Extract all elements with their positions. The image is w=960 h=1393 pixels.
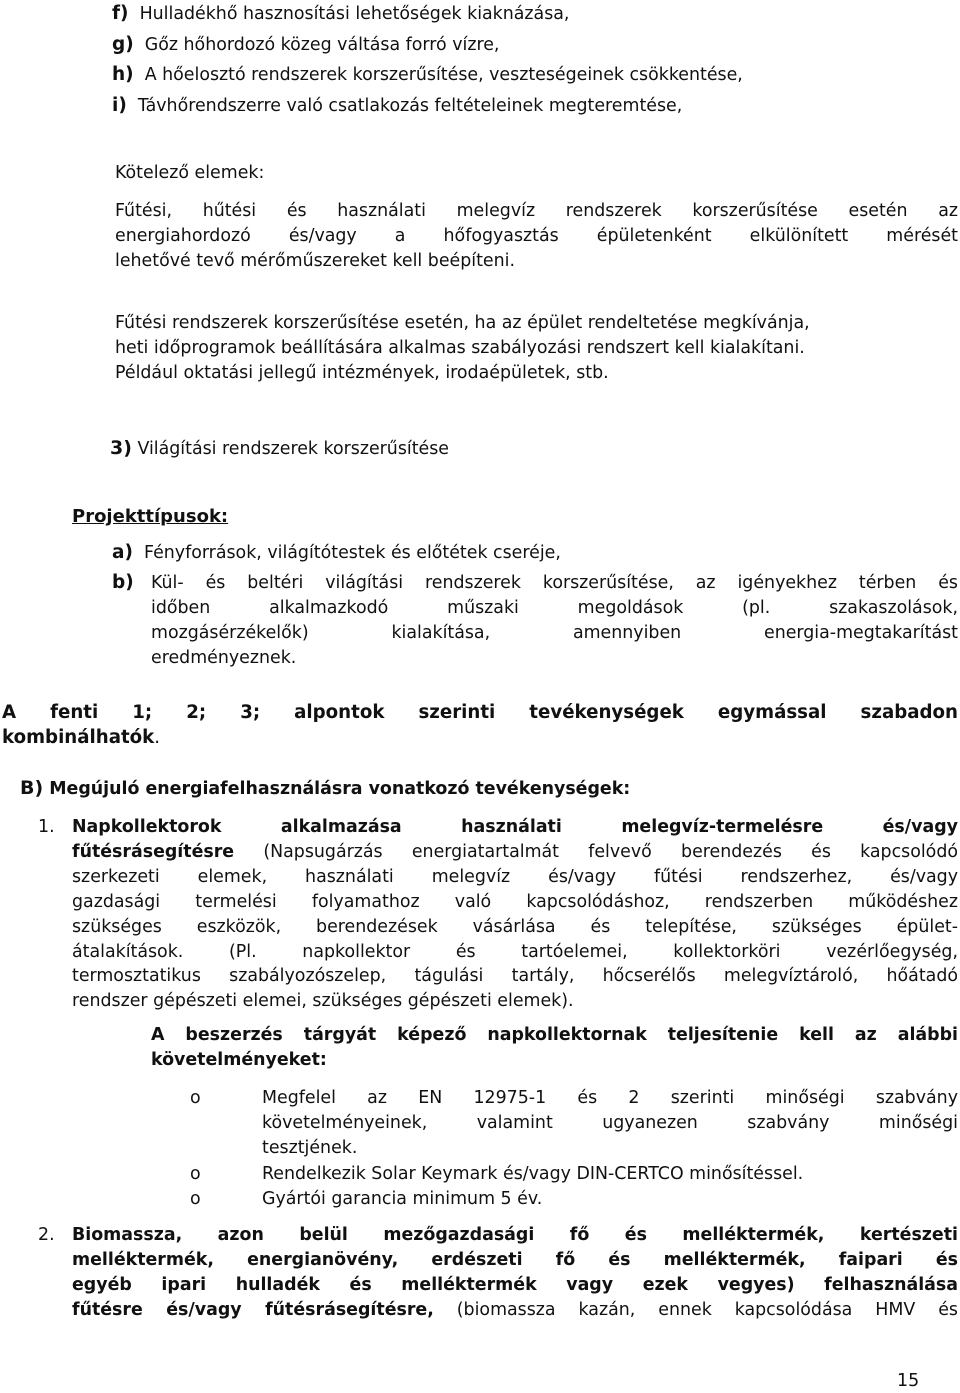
project-item-b-tag: b) bbox=[112, 572, 134, 593]
item-2-line4: fűtésre és/vagy fűtésrásegítésre, (biomassza kazán, ennek kapcsolódása HMV és bbox=[72, 1300, 958, 1320]
combine-note-line2: kombinálhatók. bbox=[2, 727, 161, 748]
requirement-heading-line2: követelményeket: bbox=[151, 1050, 327, 1070]
item-1-line3: szerkezeti elemek, használati melegvíz és/vagy fűtési rendszerhez, és/vagy bbox=[72, 867, 958, 887]
requirement-3: Gyártói garancia minimum 5 év. bbox=[262, 1189, 543, 1209]
mandatory-p2-line3: Például oktatási jellegű intézmények, irodaépületek, stb. bbox=[115, 363, 609, 383]
section-title: Világítási rendszerek korszerűsítése bbox=[137, 439, 449, 459]
item-1-line2: fűtésrásegítésre (Napsugárzás energiatartalmát felvevő berendezés és kapcsolódó bbox=[72, 842, 958, 862]
mandatory-p1-line2: energiahordozó és/vagy a hőfogyasztás épületenként elkülönített mérését bbox=[115, 226, 958, 246]
combine-note-line1: A fenti 1; 2; 3; alpontok szerinti tevékenységek egymással szabadon bbox=[2, 702, 958, 723]
item-2-number: 2. bbox=[38, 1225, 55, 1245]
page-number: 15 bbox=[897, 1371, 920, 1391]
item-tag: f) bbox=[112, 3, 129, 24]
section-3-heading bbox=[110, 436, 449, 461]
bullet-icon: o bbox=[190, 1088, 201, 1108]
project-item-b-line1: Kül- és beltéri világítási rendszerek korszerűsítése, az igényekhez térben és bbox=[151, 573, 958, 593]
section-title: Megújuló energiafelhasználásra vonatkozó tevékenységek: bbox=[49, 779, 631, 799]
item-1-line7: termosztatikus szabályozószelep, tágulási tartály, hőcserélős melegvíztároló, hőátadó bbox=[72, 966, 958, 986]
project-item-b-line4: eredményeznek. bbox=[151, 648, 297, 668]
item-text: Távhőrendszerre való csatlakozás feltételeinek megteremtése, bbox=[137, 96, 683, 116]
list-item-i bbox=[112, 94, 682, 118]
item-1-line6: átalakítások. (Pl. napkollektor és tartóelemei, kollektorköri vezérlőegység, bbox=[72, 942, 958, 962]
item-1-line1: Napkollektorok alkalmazása használati melegvíz-termelésre és/vagy bbox=[72, 817, 958, 837]
requirement-1-line3: tesztjének. bbox=[262, 1138, 358, 1158]
item-1-line8: rendszer gépészeti elemei, szükséges gépészeti elemek). bbox=[72, 991, 574, 1011]
requirement-2: Rendelkezik Solar Keymark és/vagy DIN-CERTCO minősítéssel. bbox=[262, 1164, 804, 1184]
mandatory-p1-line1: Fűtési, hűtési és használati melegvíz rendszerek korszerűsítése esetén az bbox=[115, 201, 958, 221]
item-tag: i) bbox=[112, 95, 127, 116]
item-1-line5: szükséges eszközök, berendezések vásárlása és telepítése, szükséges épület- bbox=[72, 917, 958, 937]
project-item-b-line2: időben alkalmazkodó műszaki megoldások (pl. szakaszolások, bbox=[151, 598, 958, 618]
requirement-1-line1: Megfelel az EN 12975-1 és 2 szerinti minőségi szabvány bbox=[262, 1088, 958, 1108]
project-item-a bbox=[112, 541, 561, 565]
mandatory-p2-line2: heti időprogramok beállítására alkalmas szabályozási rendszert kell kialakítani. bbox=[115, 338, 805, 358]
item-2-line2: melléktermék, energianövény, erdészeti fő és melléktermék, faipari és bbox=[72, 1250, 958, 1270]
list-item-h bbox=[112, 63, 743, 87]
mandatory-p1-line3: lehetővé tevő mérőműszereket kell beépíteni. bbox=[115, 251, 516, 271]
bullet-icon: o bbox=[190, 1189, 201, 1209]
list-item-g bbox=[112, 33, 499, 57]
project-item-b-line3: mozgásérzékelők) kialakítása, amennyiben energia-megtakarítást bbox=[151, 623, 958, 643]
list-item-f bbox=[112, 2, 569, 26]
item-tag: a) bbox=[112, 542, 133, 563]
item-2-line1: Biomassza, azon belül mezőgazdasági fő és melléktermék, kertészeti bbox=[72, 1225, 958, 1245]
item-text: Fényforrások, világítótestek és előtétek cseréje, bbox=[144, 543, 561, 563]
item-1-line4: gazdasági termelési folyamathoz való kapcsolódáshoz, rendszerben működéshez bbox=[72, 892, 958, 912]
requirement-heading-line1: A beszerzés tárgyát képező napkollektornak teljesítenie kell az alábbi bbox=[151, 1025, 958, 1045]
section-number: 3) bbox=[110, 437, 132, 459]
section-tag: B) bbox=[20, 777, 44, 799]
item-tag: h) bbox=[112, 64, 134, 85]
section-b-heading bbox=[20, 776, 630, 801]
item-text: A hőelosztó rendszerek korszerűsítése, veszteségeinek csökkentése, bbox=[144, 65, 743, 85]
requirement-1-line2: követelményeinek, valamint ugyanezen szabvány minőségi bbox=[262, 1113, 958, 1133]
item-text: Gőz hőhordozó közeg váltása forró vízre, bbox=[144, 35, 500, 55]
bullet-icon: o bbox=[190, 1164, 201, 1184]
item-text: Hulladékhő hasznosítási lehetőségek kiaknázása, bbox=[139, 4, 570, 24]
mandatory-p2-line1: Fűtési rendszerek korszerűsítése esetén, ha az épület rendeltetése megkívánja, bbox=[115, 313, 810, 333]
item-tag: g) bbox=[112, 34, 134, 55]
item-1-number: 1. bbox=[38, 817, 55, 837]
project-types-label: Projekttípusok: bbox=[72, 506, 229, 527]
mandatory-heading: Kötelező elemek: bbox=[115, 163, 265, 183]
item-2-line3: egyéb ipari hulladék és melléktermék vagy ezek vegyes) felhasználása bbox=[72, 1275, 958, 1295]
